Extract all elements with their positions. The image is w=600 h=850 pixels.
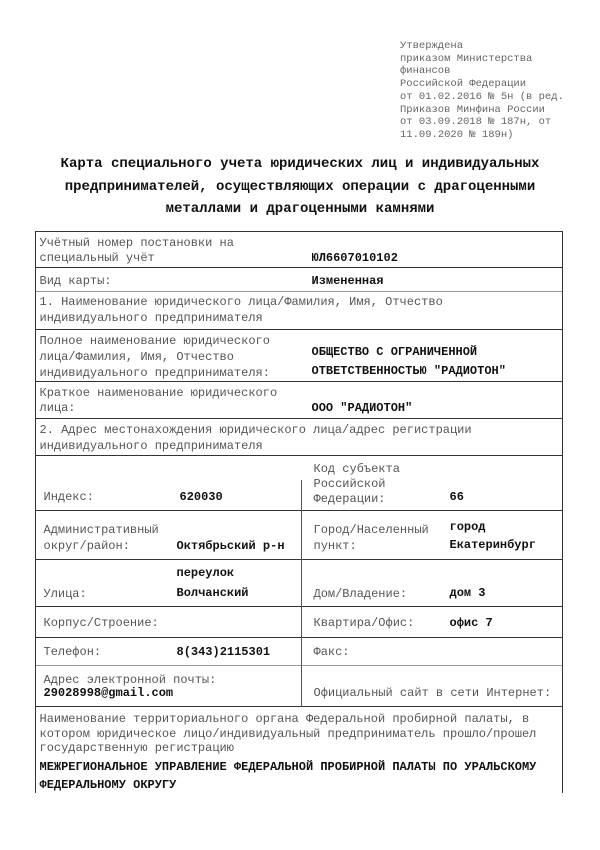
index-value: 620030	[179, 489, 223, 504]
phone-row	[36, 638, 562, 666]
city-value: город Екатеринбург	[449, 520, 536, 552]
registration-value: ЮЛ6607010102	[311, 250, 398, 265]
city-label: Город/Населенный пункт:	[313, 523, 429, 553]
short-name-row	[36, 382, 562, 419]
section1-heading-row	[36, 292, 562, 330]
index-row	[36, 456, 562, 511]
house-label: Дом/Владение:	[313, 586, 408, 601]
document-title: Карта специального учета юридических лиц и индивидуальных предпринимателей, осуществляющих операции с драгоценными металлами и драгоценными камнями	[60, 156, 540, 217]
index-label: Индекс:	[43, 489, 94, 504]
building-label: Корпус/Строение:	[43, 615, 159, 630]
region-code-value: 66	[449, 489, 464, 504]
email-label: Адрес электронной почты:	[43, 672, 217, 687]
district-label: Административный округ/район:	[43, 523, 159, 553]
card-table	[35, 231, 563, 793]
short-name-label: Краткое наименование юридического лица:	[39, 385, 278, 415]
apartment-label: Квартира/Офис:	[313, 615, 415, 630]
authority-heading: Наименование территориального органа Федеральной пробирной палаты, в котором юридическое лицо/индивидуальный предприниматель прошло/прошел государственную регистрацию	[39, 712, 537, 755]
registration-label: Учётный номер постановки на специальный учёт	[39, 235, 234, 265]
street-label: Улица:	[43, 586, 87, 601]
street-value: переулок Волчанский	[176, 566, 249, 600]
section2-heading: 2. Адрес местонахождения юридического лица/адрес регистрации индивидуального предпринимателя	[39, 423, 472, 453]
street-row	[36, 560, 562, 607]
full-name-value: ОБЩЕСТВО С ОГРАНИЧЕННОЙ ОТВЕТСТВЕННОСТЬЮ "РАДИОТОН"	[311, 344, 506, 378]
section1-heading: 1. Наименование юридического лица/Фамилия, Имя, Отчество индивидуального предпринимателя	[39, 295, 443, 325]
full-name-row	[36, 330, 562, 382]
phone-label: Телефон:	[43, 644, 102, 659]
house-value: дом 3	[449, 585, 486, 600]
authority-row	[36, 707, 562, 793]
apartment-value: офис 7	[449, 615, 493, 630]
email-row	[36, 666, 562, 707]
card-type-value: Измененная	[311, 273, 384, 288]
email-value: 29028998@gmail.com	[43, 685, 174, 700]
authority-value: МЕЖРЕГИОНАЛЬНОЕ УПРАВЛЕНИЕ ФЕДЕРАЛЬНОЙ ПРОБИРНОЙ ПАЛАТЫ ПО УРАЛЬСКОМУ ФЕДЕРАЛЬНОМУ ОКРУГУ	[39, 760, 537, 792]
section2-heading-row	[36, 419, 562, 456]
website-label: Официальный сайт в сети Интернет:	[313, 685, 552, 700]
card-type-label: Вид карты:	[39, 273, 112, 288]
fax-label: Факс:	[313, 644, 350, 659]
phone-value: 8(343)2115301	[176, 644, 271, 659]
district-row	[36, 511, 562, 560]
short-name-value: ООО "РАДИОТОН"	[311, 400, 413, 415]
card-type-row	[36, 268, 562, 292]
full-name-label: Полное наименование юридического лица/Фамилия, Имя, Отчество индивидуального предпринимателя:	[39, 334, 270, 380]
registration-row	[36, 232, 562, 268]
district-value: Октябрьский р-н	[176, 538, 285, 553]
region-code-label: Код субъекта Российской Федерации:	[313, 461, 400, 506]
building-row	[36, 607, 562, 638]
approval-note: Утверждена приказом Министерства финансов Российской Федерации от 01.02.2016 № 5н (в ред. Приказов Минфина России от 03.09.2018 № 187н, от 11.09.2020 № 189н)	[400, 40, 564, 141]
address-column-divider	[301, 480, 302, 707]
